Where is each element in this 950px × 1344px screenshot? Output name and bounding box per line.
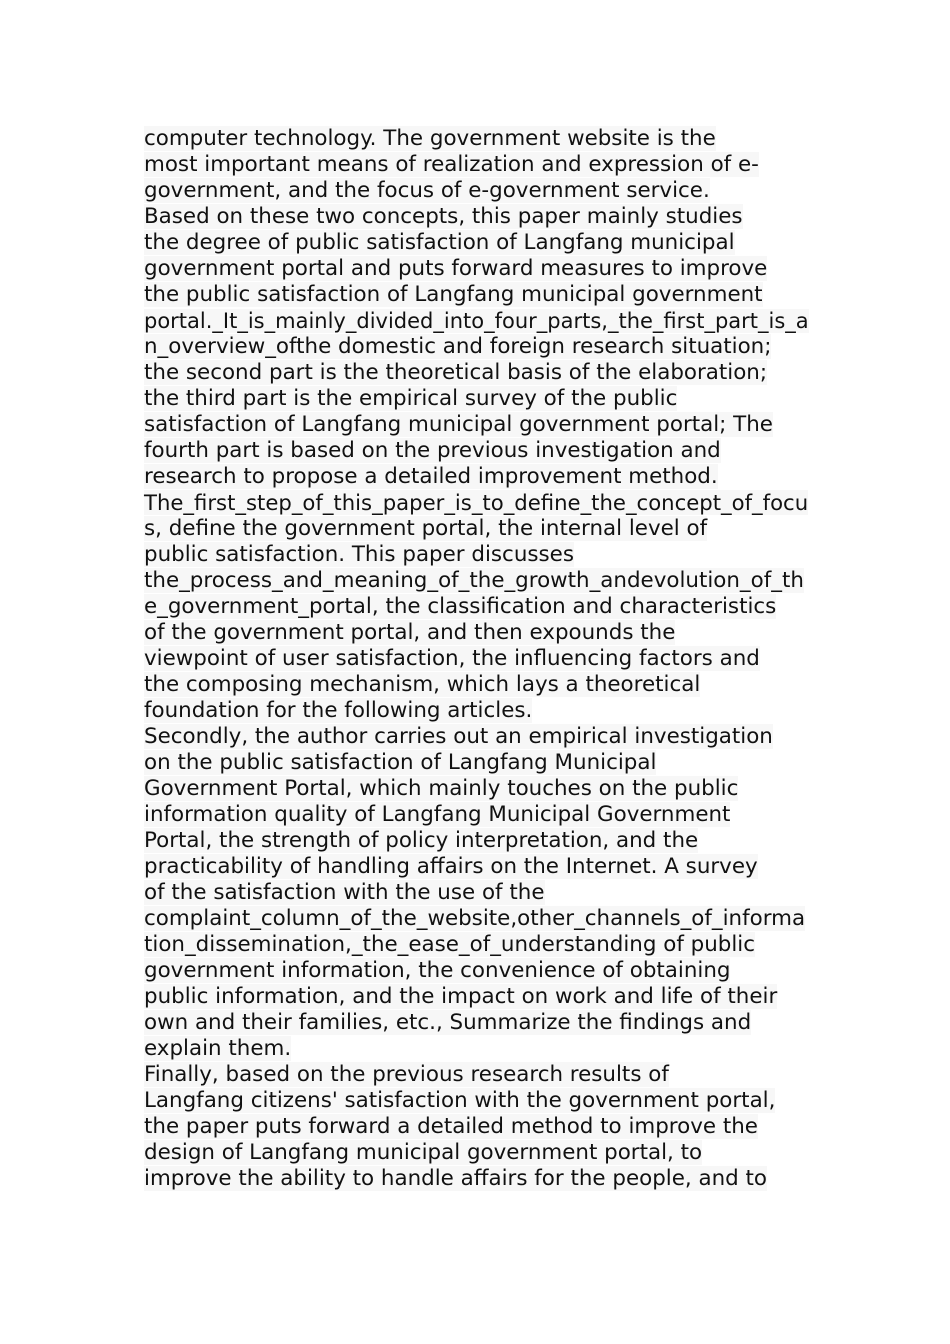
text-line <box>144 542 812 568</box>
text-line-content: government portal and puts forward measures to improve <box>144 256 768 281</box>
text-line <box>144 386 812 412</box>
text-line-content: viewpoint of user satisfaction, the influencing factors and <box>144 646 760 671</box>
text-line-content: portal._It_is_mainly_divided_into_four_parts,_the_first_part_is_a <box>144 309 809 333</box>
text-line-content: practicability of handling affairs on the Internet. A survey <box>144 854 758 879</box>
text-line <box>144 620 812 646</box>
text-line <box>144 1166 812 1192</box>
text-line-content: public satisfaction. This paper discusses <box>144 542 574 567</box>
text-line <box>144 230 812 256</box>
text-line-content: government information, the convenience of obtaining <box>144 958 731 983</box>
text-line <box>144 1088 812 1114</box>
text-line <box>144 776 812 802</box>
text-line <box>144 334 812 360</box>
text-line <box>144 958 812 984</box>
text-line <box>144 438 812 464</box>
text-line-content: the_process_and_meaning_of_the_growth_andevolution_of_th <box>144 568 804 593</box>
text-line-content: the degree of public satisfaction of Langfang municipal <box>144 230 735 255</box>
text-line-content: satisfaction of Langfang municipal government portal; The <box>144 412 773 437</box>
text-line <box>144 906 812 932</box>
text-line-content: improve the ability to handle affairs for the people, and to <box>144 1166 768 1191</box>
text-line-content: explain them. <box>144 1036 292 1061</box>
text-line <box>144 256 812 282</box>
text-line <box>144 646 812 672</box>
text-line-content: Langfang citizens' satisfaction with the government portal, <box>144 1088 776 1113</box>
text-line <box>144 568 812 594</box>
text-line <box>144 126 812 152</box>
text-line <box>144 802 812 828</box>
text-line-content: design of Langfang municipal government portal, to <box>144 1140 703 1165</box>
text-line <box>144 698 812 724</box>
text-line <box>144 880 812 906</box>
text-line <box>144 854 812 880</box>
text-line-content: information quality of Langfang Municipal Government <box>144 802 731 827</box>
text-line-content: government, and the focus of e-government service. <box>144 178 710 203</box>
text-line-content: Secondly, the author carries out an empirical investigation <box>144 724 773 749</box>
text-line-content: Government Portal, which mainly touches on the public <box>144 776 739 801</box>
text-line-content: own and their families, etc., Summarize the findings and <box>144 1010 752 1035</box>
text-line <box>144 360 812 386</box>
text-line <box>144 1010 812 1036</box>
text-line-content: Based on these two concepts, this paper mainly studies <box>144 204 743 229</box>
text-line <box>144 464 812 490</box>
text-line <box>144 204 812 230</box>
text-line <box>144 490 812 516</box>
text-line-content: Finally, based on the previous research results of <box>144 1062 669 1087</box>
text-line <box>144 1114 812 1140</box>
body-text <box>144 126 812 1192</box>
text-line-content: on the public satisfaction of Langfang Municipal <box>144 750 657 775</box>
text-line-content: e_government_portal, the classification and characteristics <box>144 594 777 619</box>
text-line-content: fourth part is based on the previous investigation and <box>144 438 721 463</box>
text-line-content: complaint_column_of_the_website,other_channels_of_informa <box>144 906 806 931</box>
text-line-content: public information, and the impact on work and life of their <box>144 984 778 1009</box>
text-line <box>144 412 812 438</box>
text-line-content: research to propose a detailed improvement method. <box>144 464 718 489</box>
text-line <box>144 282 812 308</box>
text-line-content: computer technology. The government website is the <box>144 126 716 151</box>
text-line-content: s, define the government portal, the internal level of <box>144 516 708 541</box>
text-line <box>144 724 812 750</box>
text-line-content: the composing mechanism, which lays a theoretical <box>144 672 701 697</box>
text-line-content: the third part is the empirical survey of the public <box>144 386 678 411</box>
text-line <box>144 984 812 1010</box>
text-line-content: tion_dissemination,_the_ease_of_understanding of public <box>144 932 756 957</box>
text-line <box>144 594 812 620</box>
text-line-content: n_overview_ofthe domestic and foreign research situation; <box>144 334 772 359</box>
text-line-content: the paper puts forward a detailed method to improve the <box>144 1114 758 1139</box>
text-line-content: of the government portal, and then expounds the <box>144 620 676 645</box>
text-line <box>144 308 812 334</box>
text-line <box>144 750 812 776</box>
text-line-content: foundation for the following articles. <box>144 698 533 723</box>
text-line <box>144 932 812 958</box>
text-line <box>144 672 812 698</box>
text-line <box>144 1062 812 1088</box>
text-line-content: The_first_step_of_this_paper_is_to_define_the_concept_of_focu <box>144 490 809 515</box>
text-line <box>144 1036 812 1062</box>
text-line <box>144 178 812 204</box>
text-line-content: Portal, the strength of policy interpretation, and the <box>144 828 699 853</box>
text-line <box>144 1140 812 1166</box>
text-line <box>144 828 812 854</box>
text-line <box>144 152 812 178</box>
text-line-content: of the satisfaction with the use of the <box>144 880 545 905</box>
text-line <box>144 516 812 542</box>
text-line-content: the second part is the theoretical basis of the elaboration; <box>144 360 768 385</box>
text-line-content: most important means of realization and expression of e- <box>144 152 759 177</box>
text-line-content: the public satisfaction of Langfang municipal government <box>144 282 763 307</box>
